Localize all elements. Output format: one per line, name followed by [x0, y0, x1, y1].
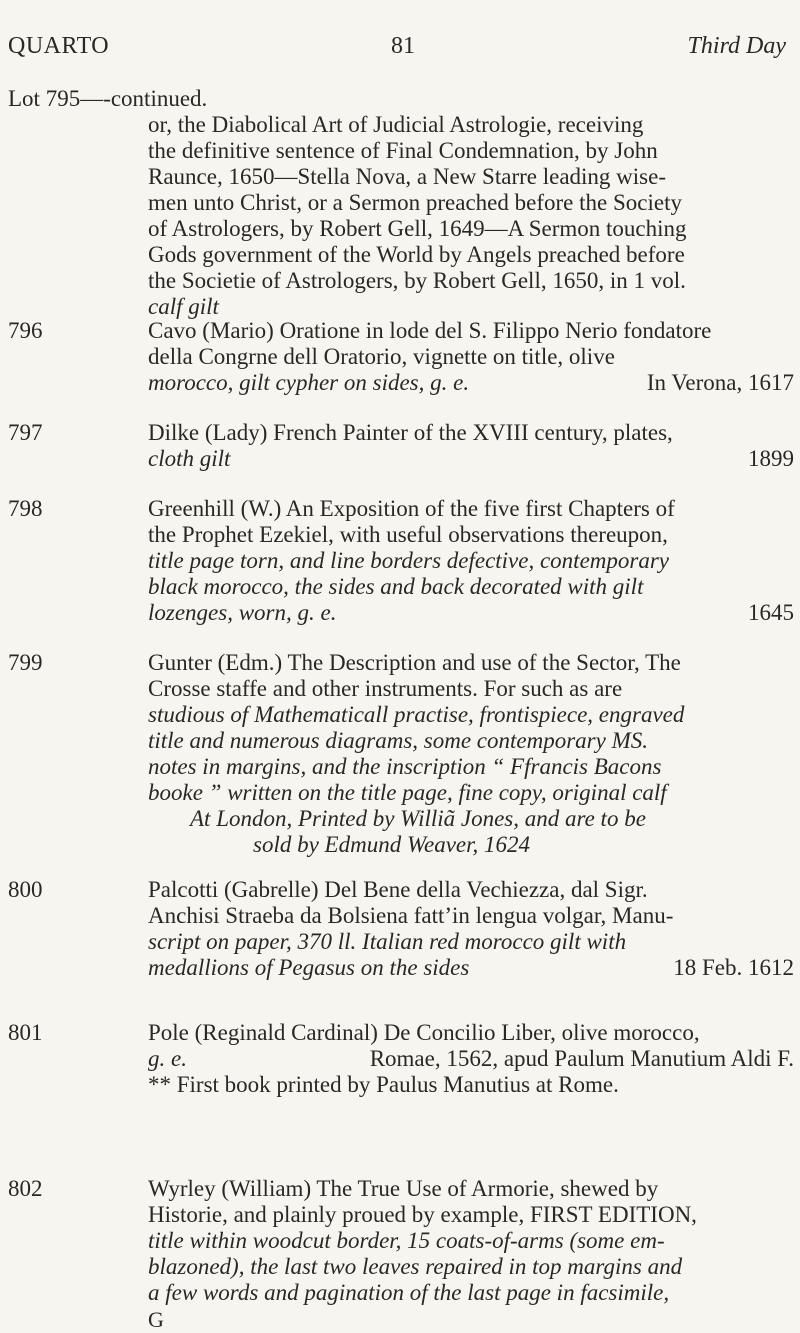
lot-800-text [148, 877, 794, 981]
lot-799-text [148, 650, 794, 858]
lot-800-line: Palcotti (Gabrelle) Del Bene della Vechiezza, dal Sigr. [148, 877, 648, 902]
lot-797-binding: cloth gilt [148, 446, 231, 471]
lot-798-line: Greenhill (W.) An Exposition of the five first Chapters of [148, 496, 675, 521]
lot-797-line: Dilke (Lady) French Painter of the XVIII century, plates, [148, 420, 673, 445]
lot-number: 797 [8, 420, 43, 445]
lot-799-imprint: sold by Edmund Weaver, 1624 [253, 832, 531, 857]
lot-799-imprint: At London, Printed by Williã Jones, and are to be [190, 806, 646, 831]
lot-797-text [148, 420, 794, 472]
lot-795-line: the Societie of Astrologers, by Robert Gell, 1650, in 1 vol. [148, 268, 686, 293]
lot-800-line: Anchisi Straeba da Bolsiena fatt’in lengua volgar, Manu- [148, 903, 674, 928]
lot-799-line: notes in margins, and the inscription “ Ffrancis Bacons [148, 754, 662, 779]
lot-801-text [148, 1020, 794, 1098]
lot-800-line: script on paper, 370 ll. Italian red morocco gilt with [148, 929, 627, 954]
lot-795-text [8, 86, 794, 320]
lot-795-heading: Lot 795—-continued. [8, 86, 208, 111]
lot-796-imprint: In Verona, 1617 [646, 370, 794, 395]
lot-795-line: Gods government of the World by Angels preached before [148, 242, 685, 267]
lot-795-binding: calf gilt [148, 294, 219, 319]
lot-801-imprint: Romae, 1562, apud Paulum Manutium Aldi F. [369, 1046, 794, 1071]
lot-795-line: the definitive sentence of Final Condemnation, by John [148, 138, 658, 163]
lot-801-binding: g. e. [148, 1046, 187, 1071]
lot-number: 799 [8, 650, 43, 675]
lot-802-line: Wyrley (William) The True Use of Armorie, shewed by [148, 1176, 659, 1201]
lot-799-line: title and numerous diagrams, some contemporary MS. [148, 728, 648, 753]
lot-797-date: 1899 [748, 446, 794, 471]
running-head [8, 28, 786, 64]
lot-799-line: studious of Mathematicall practise, frontispiece, engraved [148, 702, 685, 727]
lot-795-line: of Astrologers, by Robert Gell, 1649—A Sermon touching [148, 216, 687, 241]
lot-number: 796 [8, 318, 43, 343]
lot-799-line: booke ” written on the title page, fine copy, original calf [148, 780, 667, 805]
lot-802-line: title within woodcut border, 15 coats-of-arms (some em- [148, 1228, 665, 1253]
lot-795-line: Raunce, 1650—Stella Nova, a New Starre leading wise- [148, 164, 666, 189]
lot-800-binding: medallions of Pegasus on the sides [148, 955, 470, 980]
lot-798-line: the Prophet Ezekiel, with useful observations thereupon, [148, 522, 668, 547]
sale-day-label: Third Day [687, 33, 786, 59]
lot-802-line: Historie, and plainly proued by example, FIRST EDITION, [148, 1202, 697, 1227]
lot-798-date: 1645 [748, 600, 794, 625]
lot-801-line: Pole (Reginald Cardinal) De Concilio Liber, olive morocco, [148, 1020, 700, 1045]
lot-number: 800 [8, 877, 43, 902]
lot-798-line: black morocco, the sides and back decorated with gilt [148, 574, 644, 599]
lot-796-binding: morocco, gilt cypher on sides, g. e. [148, 370, 470, 395]
lot-number: 801 [8, 1020, 43, 1045]
format-label: QUARTO [8, 33, 110, 59]
lot-802-text [148, 1176, 794, 1306]
lot-802-line: blazoned), the last two leaves repaired in top margins and [148, 1254, 683, 1279]
lot-801-note: ** First book printed by Paulus Manutius at Rome. [148, 1072, 619, 1097]
signature-mark: G [148, 1307, 164, 1332]
lot-798-line: title page torn, and line borders defective, contemporary [148, 548, 670, 573]
lot-802-line: a few words and pagination of the last page in facsimile, [148, 1280, 670, 1305]
lot-799-line: Gunter (Edm.) The Description and use of the Sector, The [148, 650, 681, 675]
lot-800-date: 18 Feb. 1612 [673, 955, 794, 980]
lot-795-line: men unto Christ, or a Sermon preached before the Society [148, 190, 682, 215]
lot-number: 802 [8, 1176, 43, 1201]
lot-796-text [148, 318, 794, 396]
page-number: 81 [391, 33, 415, 59]
lot-796-line: della Congrne dell Oratorio, vignette on title, olive [148, 344, 615, 369]
lot-799-line: Crosse staffe and other instruments. For such as are [148, 676, 623, 701]
lot-796-line: Cavo (Mario) Oratione in lode del S. Filippo Nerio fondatore [148, 318, 712, 343]
lot-798-text [148, 496, 794, 626]
lot-795-line: or, the Diabolical Art of Judicial Astrologie, receiving [148, 112, 644, 137]
lot-number: 798 [8, 496, 43, 521]
lot-798-binding: lozenges, worn, g. e. [148, 600, 337, 625]
